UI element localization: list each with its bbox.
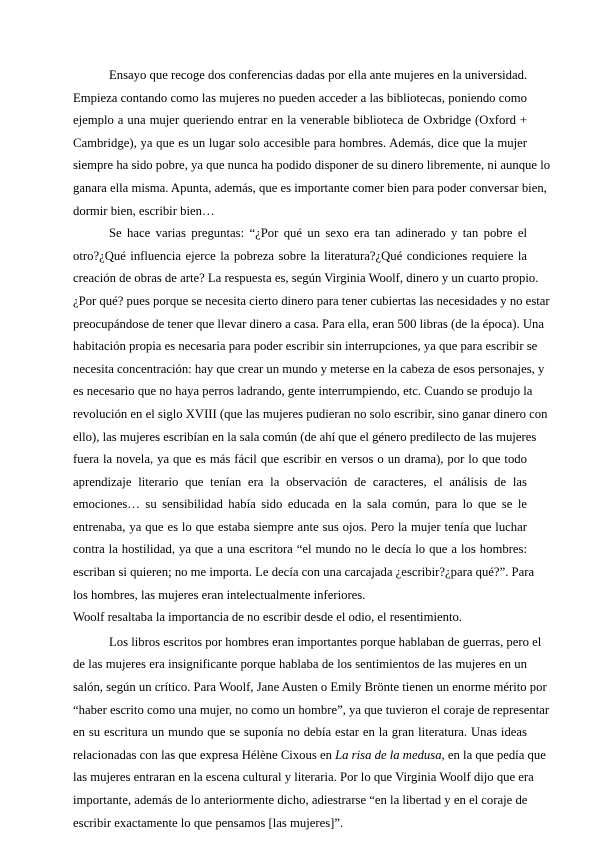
text-line: es necesario que no haya perros ladrando, gente interrumpiendo, etc. Cuando se produjo la [73, 384, 533, 399]
text-line: dormir bien, escribir bien… [73, 203, 215, 218]
text-line: “haber escrito como una mujer, no como un hombre”, ya que tuvieron el coraje de representar [73, 702, 550, 717]
paragraph [73, 64, 551, 222]
text-line: creación de obras de arte? La respuesta es, según Virginia Woolf, dinero y un cuarto propio. [73, 271, 539, 286]
text-line: Empieza contando como las mujeres no pueden acceder a las bibliotecas, poniendo como [73, 90, 527, 105]
text-line: habitación propia es necesaria para poder escribir sin interrupciones, ya que para escribir se [73, 339, 538, 354]
text-line: importante, además de lo anteriormente dicho, adiestrarse “en la libertad y en el coraje de [73, 793, 528, 807]
text-line: escriban si quieren; no me importa. Le decía con una carcajada ¿escribir?¿para qué?”. Para [73, 565, 535, 580]
text-line: Woolf resaltaba la importancia de no escribir desde el odio, el resentimiento. [73, 610, 462, 625]
text-line: Se hace varias preguntas: “¿Por qué un sexo era tan adinerado y tan pobre el [109, 226, 527, 241]
text-line: escribir exactamente lo que pensamos [las mujeres]”. [73, 815, 344, 830]
text-line: en su escritura un mundo que se suponía no debía estar en la gran literatura. Unas ideas [73, 725, 527, 740]
text-line: fuera la novela, ya que es más fácil que escribir en versos o un drama), por lo que todo [73, 452, 527, 467]
text-line: Ensayo que recoge dos conferencias dadas por ella ante mujeres en la universidad. [109, 68, 528, 82]
text-line: las mujeres entraran en la escena cultural y literaria. Por lo que Virginia Woolf dijo que era [73, 770, 534, 785]
text-line: emociones… su sensibilidad había sido educada en la sala común, para lo que se le [73, 497, 527, 512]
text-line: contra la hostilidad, ya que a una escritora “el mundo no le decía lo que a los hombres: [73, 542, 527, 557]
paragraph [73, 631, 550, 834]
text-line: necesita concentración: hay que crear un mundo y meterse en la cabeza de esos personajes, y [73, 361, 545, 376]
text-line: otro?¿Qué influencia ejerce la pobreza sobre la literatura?¿Qué condiciones requiere la [73, 248, 527, 263]
text-line: los hombres, las mujeres eran intelectualmente inferiores. [73, 587, 366, 602]
text-line: ¿Por qué? pues porque se necesita cierto dinero para tener cubiertas las necesidades y no estar [73, 293, 550, 308]
text-line: ganara ella misma. Apunta, además, que es importante comer bien para poder conversar bien, [73, 180, 547, 195]
text-line: siempre ha sido pobre, ya que nunca ha podido disponer de su dinero libremente, ni aunque lo [73, 158, 551, 173]
text-line: Cambridge), ya que es un lugar solo accesible para hombres. Además, dice que la mujer [73, 135, 527, 150]
text-line: relacionadas con las que expresa Hélène Cixous en La risa de la medusa, en la que pedía que [73, 747, 546, 762]
text-line: salón, según un crítico. Para Woolf, Jane Austen o Emily Brönte tienen un enorme mérito por [73, 680, 547, 695]
text-line: ejemplo a una mujer queriendo entrar en la venerable biblioteca de Oxbridge (Oxford + [73, 113, 527, 128]
book-title: La risa de la medusa [335, 747, 442, 762]
text-line: preocupándose de tener que llevar dinero a casa. Para ella, eran 500 libras (de la época). Una [73, 316, 544, 331]
text-line: entrenaba, ya que es lo que estaba siempre ante sus ojos. Pero la mujer tenía que luchar [73, 519, 527, 534]
text-line: revolución en el siglo XVIII (que las mujeres pudieran no solo escribir, sino ganar dinero con [73, 406, 548, 421]
text-line: aprendizaje literario que tenían era la observación de caracteres, el análisis de las [73, 474, 527, 489]
text-line: de las mujeres era insignificante porque hablaba de los sentimientos de las mujeres en un [73, 657, 527, 672]
document-body [73, 64, 551, 834]
paragraph [73, 606, 527, 629]
paragraph [73, 222, 550, 606]
text-line: Los libros escritos por hombres eran importantes porque hablaban de guerras, pero el [109, 634, 542, 649]
text-line: ello), las mujeres escribían en la sala común (de ahí que el género predilecto de las mujeres [73, 429, 537, 444]
